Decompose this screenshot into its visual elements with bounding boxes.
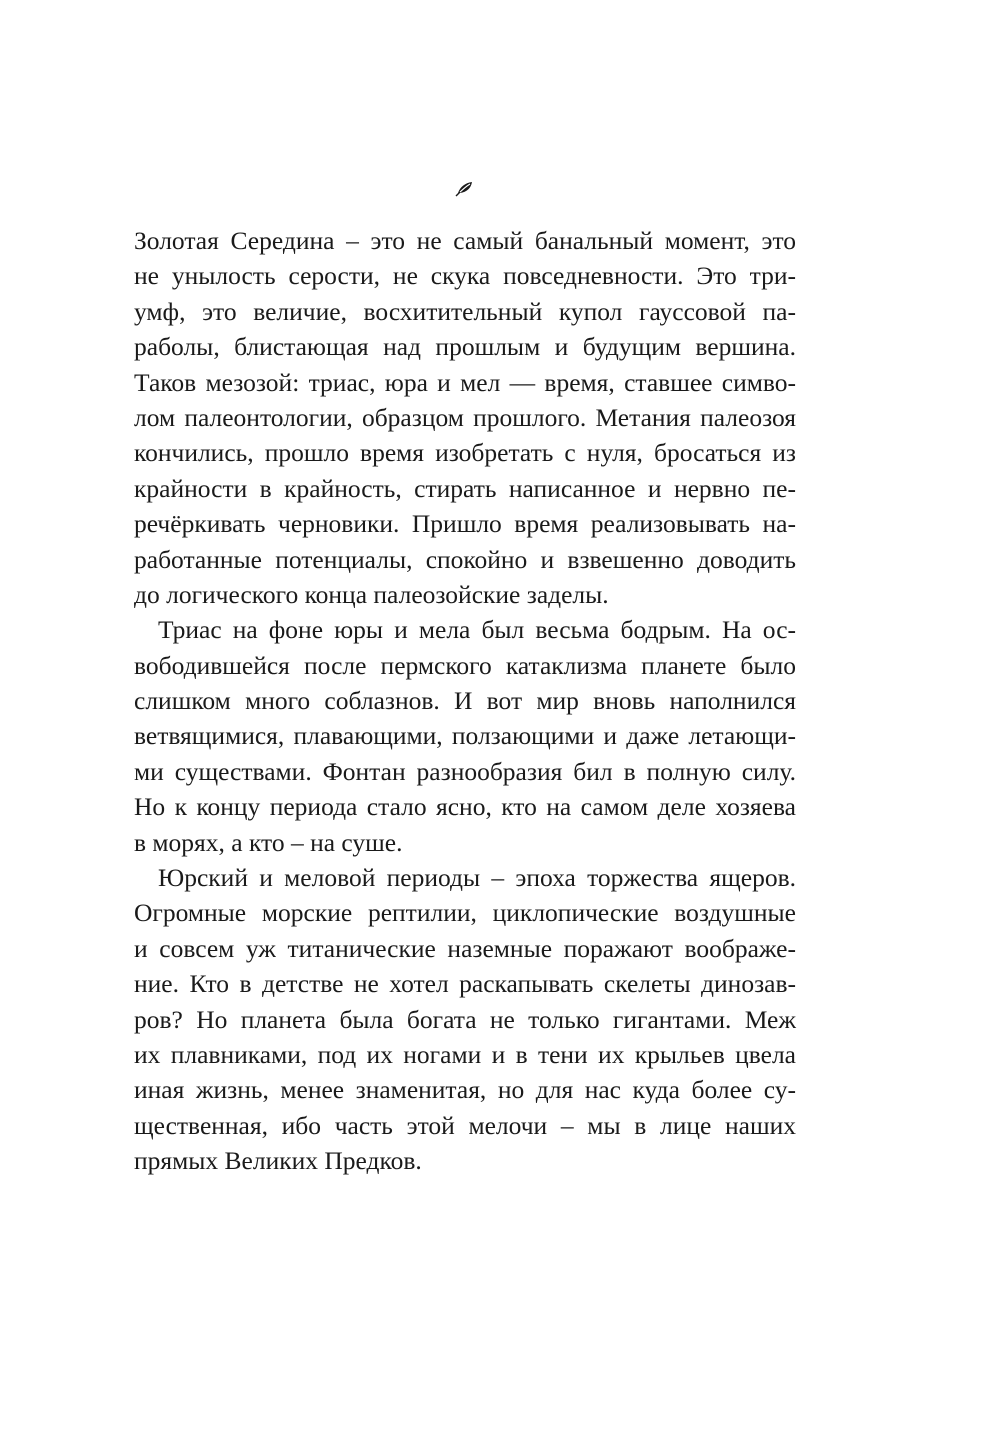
text-line: Золотая Середина – это не самый банальный момент, это — [134, 226, 796, 255]
text-line: речёркивать черновики. Пришло время реализовывать на- — [134, 509, 796, 539]
text-line: щественная, ибо часть этой мелочи – мы в лице наших — [134, 1110, 796, 1140]
text-line: ми существами. Фонтан разнообразия бил в полную силу. — [134, 756, 796, 786]
text-line: не унылость серости, не скука повседневности. Это три- — [134, 261, 796, 291]
text-line: работанные потенциалы, спокойно и взвешенно доводить — [134, 544, 796, 574]
text-line: иная жизнь, менее знаменитая, но для нас куда более су- — [134, 1075, 796, 1105]
text-line: ние. Кто в детстве не хотел раскапывать скелеты динозав- — [134, 969, 796, 999]
text-line: лом палеонтологии, образцом прошлого. Метания палеозоя — [134, 402, 796, 432]
text-line: умф, это величие, восхитительный купол гауссовой па- — [134, 296, 796, 326]
paragraph-1 — [134, 223, 796, 612]
text-line: Огромные морские рептилии, циклопические воздушные — [134, 898, 796, 928]
text-line: до логического конца палеозойские заделы. — [134, 579, 609, 609]
text-line: и совсем уж титанические наземные поражают воображе- — [134, 933, 796, 963]
paragraph-3 — [134, 860, 796, 1179]
paragraph-2 — [134, 612, 796, 860]
text-line: Триас на фоне юры и мела был весьма бодрым. На ос- — [158, 615, 796, 645]
text-line: кончились, прошло время изобретать с нуля, бросаться из — [134, 438, 796, 468]
text-line: их плавниками, под их ногами и в тени их крыльев цвела — [134, 1039, 796, 1069]
text-line: в морях, а кто – на суше. — [134, 827, 403, 857]
text-line: ров? Но планета была богата не только гигантами. Меж — [134, 1004, 796, 1034]
text-line: Но к концу периода стало ясно, кто на самом деле хозяева — [134, 792, 796, 822]
text-line: крайности в крайность, стирать написанное и нервно пе- — [134, 473, 796, 503]
text-line: Таков мезозой: триас, юра и мел — время, ставшее симво- — [134, 367, 796, 397]
text-line: прямых Великих Предков. — [134, 1146, 422, 1176]
text-line: раболы, блистающая над прошлым и будущим вершина. — [134, 332, 796, 362]
text-line: Юрский и меловой периоды – эпоха торжества ящеров. — [158, 863, 796, 893]
text-line: ветвящимися, плавающими, ползающими и даже летающи- — [134, 721, 796, 751]
leaf-icon — [455, 178, 475, 198]
body-text — [134, 223, 796, 1179]
text-line: слишком много соблазнов. И вот мир вновь наполнился — [134, 686, 796, 716]
text-line: вободившейся после пермского катаклизма планете было — [134, 650, 796, 680]
